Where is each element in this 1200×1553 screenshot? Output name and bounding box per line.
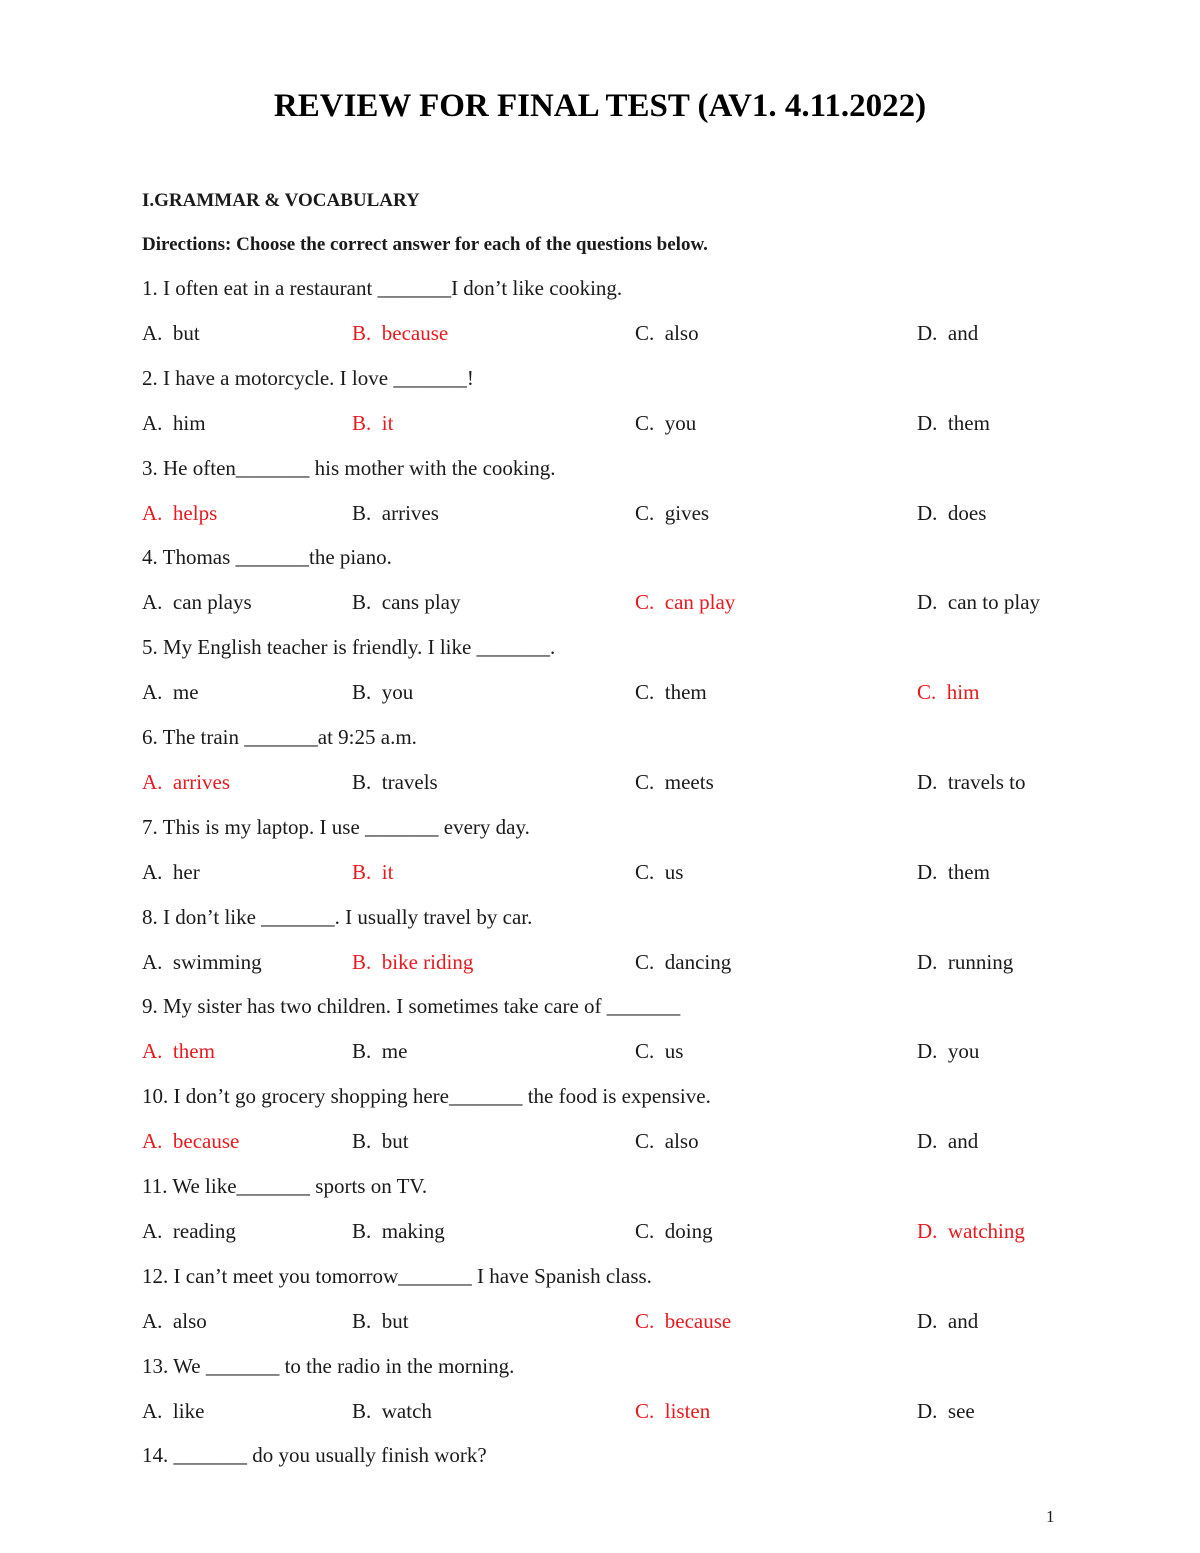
option-a-correct: A. helps bbox=[142, 501, 218, 525]
option-d: D. travels to bbox=[917, 770, 1026, 794]
option-a: A. me bbox=[142, 680, 199, 704]
option-b: B. but bbox=[352, 1129, 409, 1153]
option-d-correct: D. watching bbox=[917, 1219, 1025, 1243]
option-c: C. gives bbox=[635, 501, 710, 525]
option-b: B. cans play bbox=[352, 590, 461, 614]
question-text: 11. We like_______ sports on TV. bbox=[142, 1174, 428, 1198]
question-text: 12. I can’t meet you tomorrow_______ I have Spanish class. bbox=[142, 1264, 652, 1288]
option-c: C. meets bbox=[635, 770, 714, 794]
question-text: 14. _______ do you usually finish work? bbox=[142, 1443, 487, 1467]
question-text: 6. The train _______at 9:25 a.m. bbox=[142, 725, 417, 749]
question-text: 8. I don’t like _______. I usually travel by car. bbox=[142, 905, 533, 929]
option-d: D. does bbox=[917, 501, 987, 525]
option-b: B. but bbox=[352, 1309, 409, 1333]
option-a: A. but bbox=[142, 321, 200, 345]
option-c: C. dancing bbox=[635, 950, 732, 974]
option-b: B. you bbox=[352, 680, 414, 704]
option-a: A. swimming bbox=[142, 950, 262, 974]
option-b: B. making bbox=[352, 1219, 445, 1243]
option-d: D. you bbox=[917, 1039, 980, 1063]
option-a: A. like bbox=[142, 1399, 205, 1423]
option-d: D. and bbox=[917, 1309, 979, 1333]
option-a: A. reading bbox=[142, 1219, 236, 1243]
page-title: REVIEW FOR FINAL TEST (AV1. 4.11.2022) bbox=[273, 88, 927, 124]
option-a: A. also bbox=[142, 1309, 207, 1333]
question-text: 5. My English teacher is friendly. I like _______. bbox=[142, 635, 556, 659]
question-text: 10. I don’t go grocery shopping here_______ the food is expensive. bbox=[142, 1084, 711, 1108]
option-b: B. travels bbox=[352, 770, 438, 794]
directions-text: Directions: Choose the correct answer for each of the questions below. bbox=[142, 234, 708, 255]
option-c-correct: C. can play bbox=[635, 590, 736, 614]
option-b-correct: B. it bbox=[352, 860, 394, 884]
option-d: D. them bbox=[917, 411, 990, 435]
question-text: 7. This is my laptop. I use _______ every day. bbox=[142, 815, 530, 839]
question-text: 4. Thomas _______the piano. bbox=[142, 545, 392, 569]
option-c: C. you bbox=[635, 411, 697, 435]
option-c-correct: C. because bbox=[635, 1309, 732, 1333]
option-a: A. him bbox=[142, 411, 206, 435]
option-d: D. running bbox=[917, 950, 1014, 974]
option-c-correct: C. listen bbox=[635, 1399, 711, 1423]
option-d-correct: C. him bbox=[917, 680, 980, 704]
option-c: C. also bbox=[635, 1129, 699, 1153]
question-text: 13. We _______ to the radio in the morning. bbox=[142, 1354, 515, 1378]
option-a: A. can plays bbox=[142, 590, 252, 614]
question-text: 3. He often_______ his mother with the cooking. bbox=[142, 456, 556, 480]
option-a-correct: A. them bbox=[142, 1039, 215, 1063]
option-d: D. and bbox=[917, 1129, 979, 1153]
option-a-correct: A. arrives bbox=[142, 770, 231, 794]
option-b-correct: B. bike riding bbox=[352, 950, 474, 974]
option-b: B. me bbox=[352, 1039, 408, 1063]
question-text: 2. I have a motorcycle. I love _______! bbox=[142, 366, 474, 390]
option-d: D. and bbox=[917, 321, 979, 345]
section-heading: I.GRAMMAR & VOCABULARY bbox=[142, 190, 420, 211]
question-text: 1. I often eat in a restaurant _______I don’t like cooking. bbox=[142, 276, 623, 300]
option-c: C. us bbox=[635, 1039, 684, 1063]
option-d: D. can to play bbox=[917, 590, 1041, 614]
page-number: 1 bbox=[1046, 1507, 1055, 1526]
option-d: D. see bbox=[917, 1399, 975, 1423]
option-d: D. them bbox=[917, 860, 990, 884]
option-c: C. also bbox=[635, 321, 699, 345]
option-c: C. them bbox=[635, 680, 707, 704]
option-a: A. her bbox=[142, 860, 200, 884]
question-text: 9. My sister has two children. I sometimes take care of _______ bbox=[142, 994, 681, 1018]
option-b: B. arrives bbox=[352, 501, 439, 525]
option-b-correct: B. it bbox=[352, 411, 394, 435]
option-b: B. watch bbox=[352, 1399, 432, 1423]
option-a-correct: A. because bbox=[142, 1129, 240, 1153]
option-c: C. us bbox=[635, 860, 684, 884]
option-b-correct: B. because bbox=[352, 321, 449, 345]
option-c: C. doing bbox=[635, 1219, 713, 1243]
